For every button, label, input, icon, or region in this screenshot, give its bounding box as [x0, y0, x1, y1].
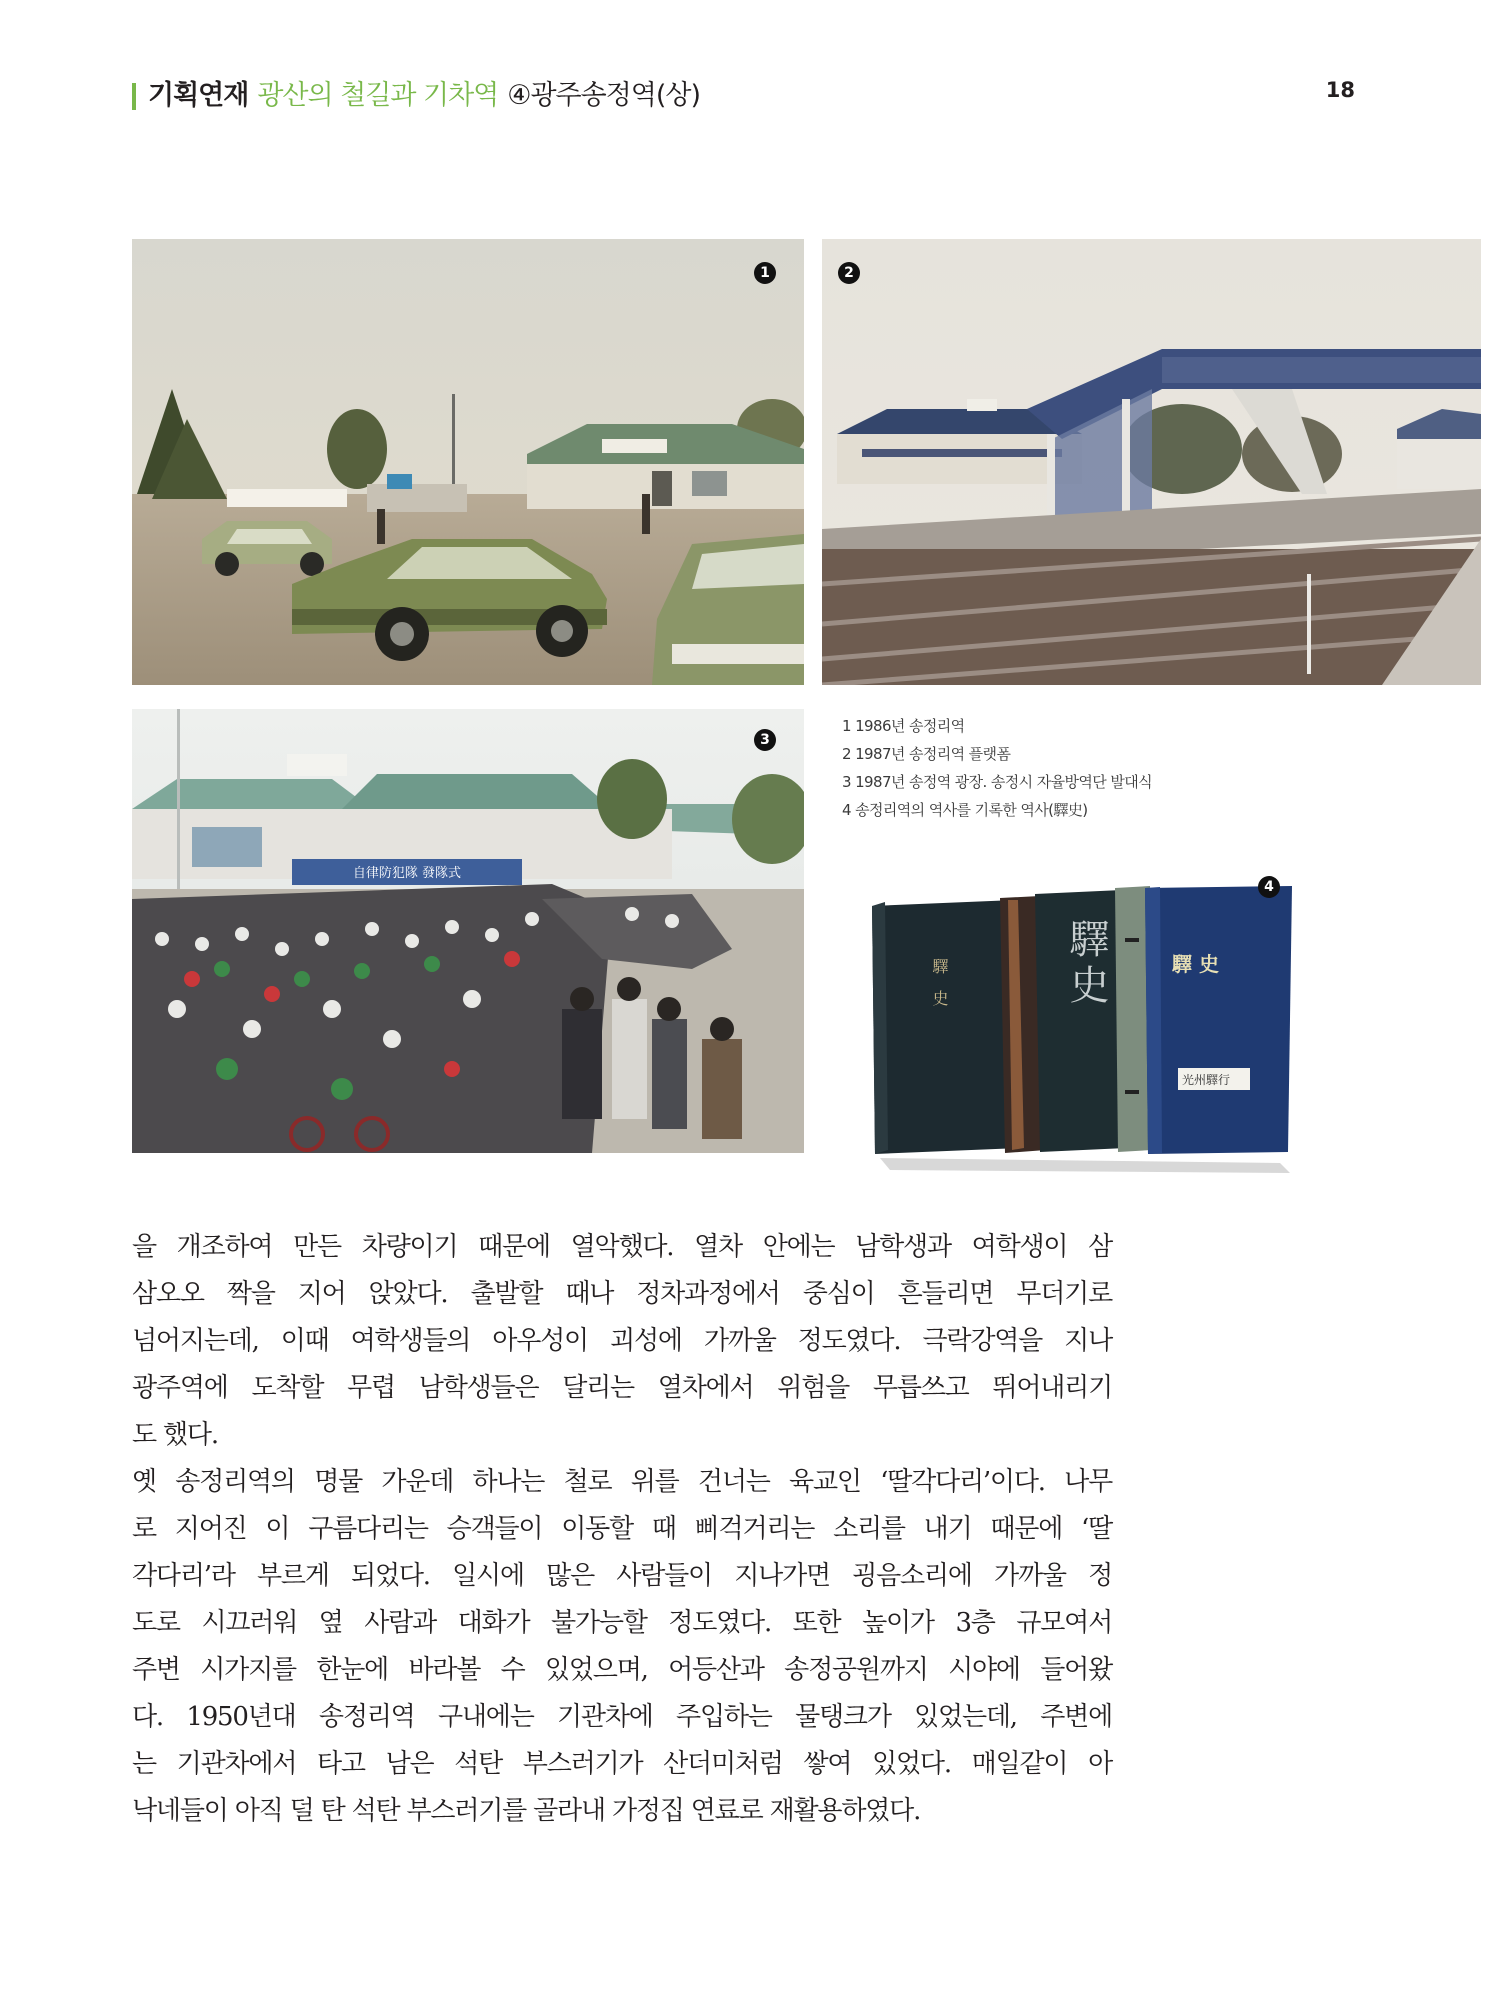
photo-number-4: 4: [1258, 876, 1280, 898]
book-cover-title-right: 驛 史: [1172, 952, 1219, 976]
caption-4: 4 송정리역의 역사를 기록한 역사(驛史): [842, 801, 1088, 819]
photo-3-image: [132, 709, 804, 1153]
book-cover-title-middle: 驛史: [1063, 918, 1109, 1010]
photo-number-3: 3: [754, 729, 776, 751]
book-label: 光州驛行: [1182, 1073, 1231, 1087]
body-line: 로 지어진 이 구름다리는 승객들이 이동할 때 삐걱거리는 소리를 내기 때문에 ‘딸: [132, 1514, 1112, 1544]
photo-station-history-books: [860, 858, 1300, 1180]
body-line: 넘어지는데, 이때 여학생들의 아우성이 괴성에 가까울 정도였다. 극락강역을 지나: [132, 1326, 1112, 1356]
page-number: 18: [1325, 78, 1355, 102]
header-accent-bar: [132, 83, 136, 110]
body-line: 광주역에 도착할 무렵 남학생들은 달리는 열차에서 위험을 무릅쓰고 뛰어내리기: [132, 1373, 1112, 1403]
body-line: 도로 시끄러워 옆 사람과 대화가 불가능할 정도였다. 또한 높이가 3층 규모여서: [132, 1608, 1112, 1638]
header-subtitle: ④광주송정역(상): [507, 80, 700, 111]
body-line: 주변 시가지를 한눈에 바라볼 수 있었으며, 어등산과 송정공원까지 시야에 들어왔: [132, 1655, 1112, 1685]
running-header: [132, 76, 700, 116]
body-line: 다. 1950년대 송정리역 구내에는 기관차에 주입하는 물탱크가 있었는데, 주변에: [132, 1702, 1112, 1732]
photo-1987-platform: [822, 239, 1481, 685]
photo-1-image: [132, 239, 804, 685]
body-line: 옛 송정리역의 명물 가운데 하나는 철로 위를 건너는 육교인 ‘딸각다리’이다. 나무: [132, 1467, 1112, 1497]
photo-2-image: [822, 239, 1481, 685]
header-theme: 광산의 철길과 기차역: [257, 80, 499, 111]
caption-1: 1 1986년 송정리역: [842, 717, 965, 735]
body-line: 낙네들이 아직 덜 탄 석탄 부스러기를 골라내 가정집 연료로 재활용하였다.: [132, 1796, 921, 1826]
ceremony-banner-text: 自律防犯隊 發隊式: [352, 866, 462, 881]
body-line: 을 개조하여 만든 차량이기 때문에 열악했다. 열차 안에는 남학생과 여학생이 삼: [132, 1232, 1112, 1262]
article-body: [132, 1224, 1112, 1835]
caption-3: 3 1987년 송정역 광장. 송정시 자율방역단 발대식: [842, 773, 1153, 791]
photo-4-image: [860, 858, 1300, 1180]
photo-1987-ceremony: [132, 709, 804, 1153]
book-spine-title-left: 驛史: [930, 958, 949, 1022]
photo-number-1: 1: [754, 262, 776, 284]
body-line: 도 했다.: [132, 1420, 218, 1450]
body-line: 각다리’라 부르게 되었다. 일시에 많은 사람들이 지나가면 굉음소리에 가까울 정: [132, 1561, 1112, 1591]
caption-2: 2 1987년 송정리역 플랫폼: [842, 745, 1011, 763]
header-series: 기획연재: [148, 80, 249, 111]
body-line: 는 기관차에서 타고 남은 석탄 부스러기가 산더미처럼 쌓여 있었다. 매일같이 아: [132, 1749, 1112, 1779]
photo-1986-station: [132, 239, 804, 685]
photo-number-2: 2: [838, 262, 860, 284]
photo-captions: [842, 712, 1362, 824]
body-line: 삼오오 짝을 지어 앉았다. 출발할 때나 정차과정에서 중심이 흔들리면 무더기로: [132, 1279, 1112, 1309]
